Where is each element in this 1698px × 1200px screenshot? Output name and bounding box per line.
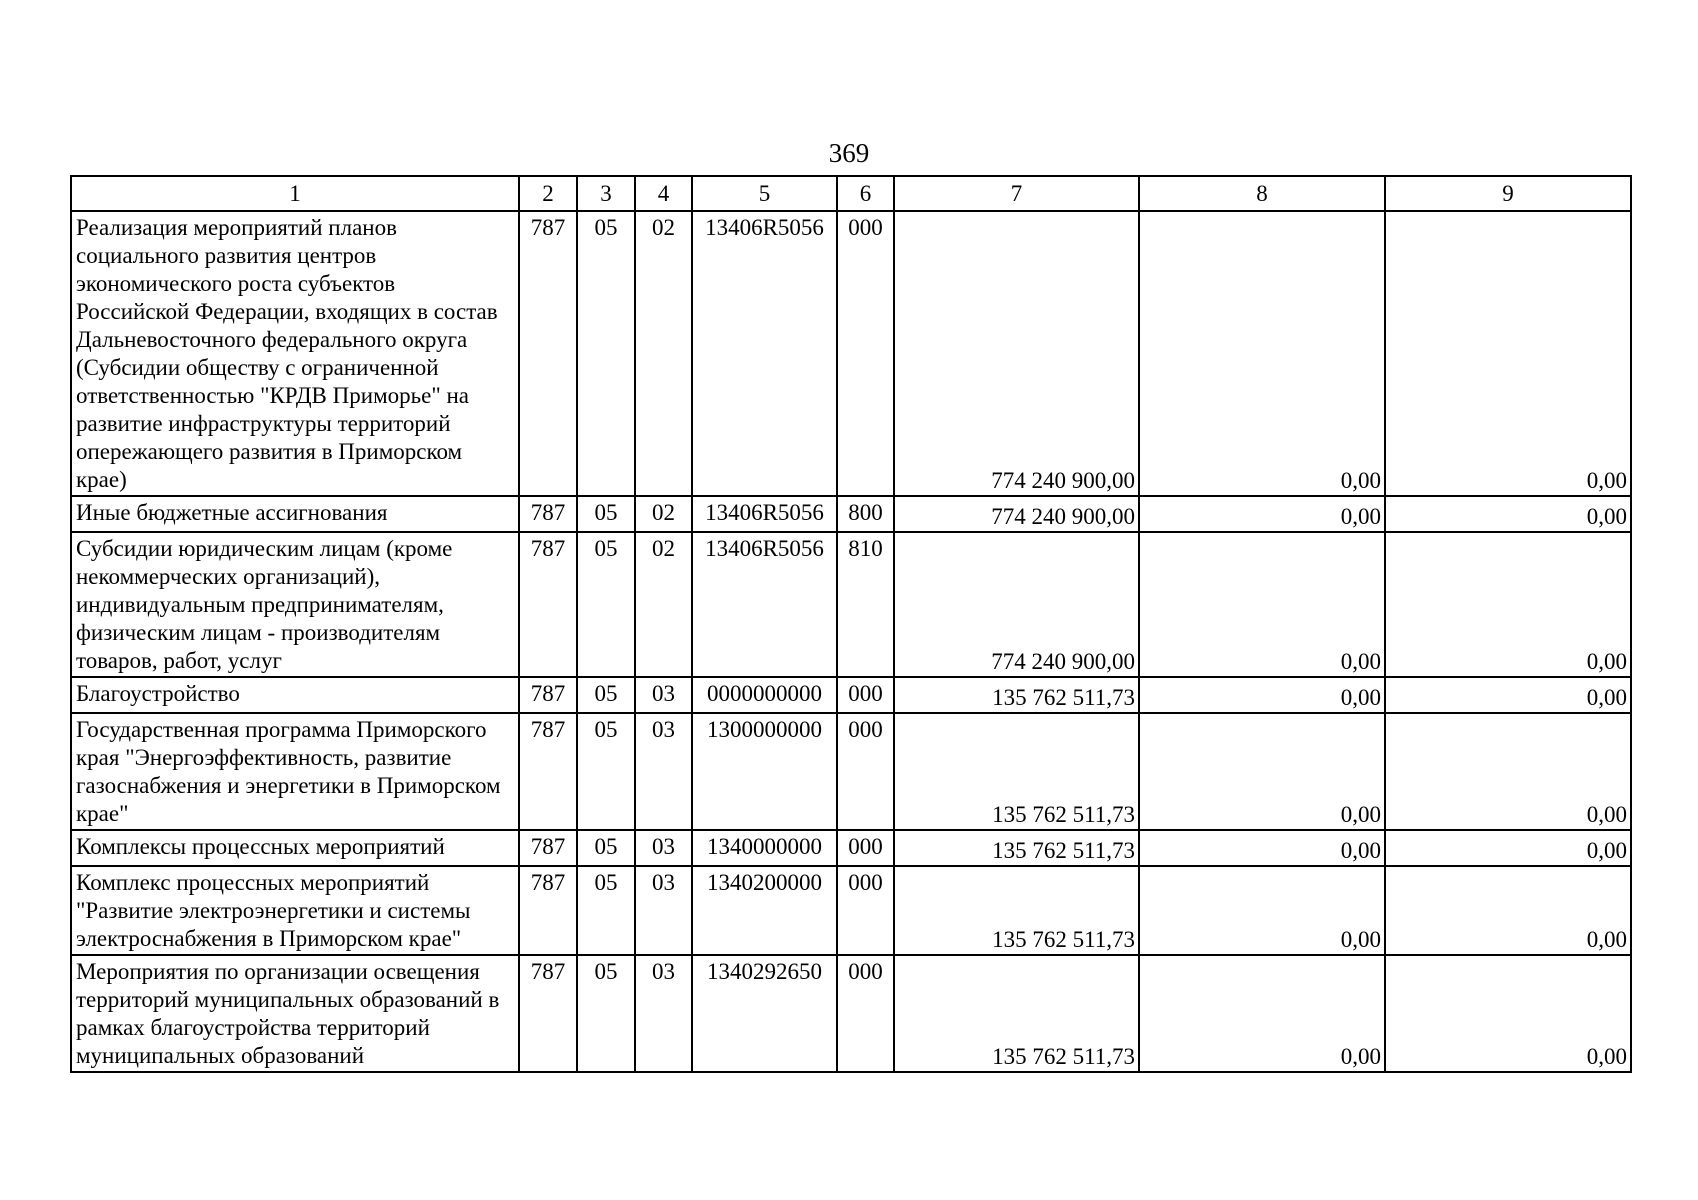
cell-c8: 0,00 bbox=[1139, 866, 1385, 955]
cell-c6: 000 bbox=[837, 677, 894, 713]
row-name: Комплекс процессных мероприятий "Развитие электроэнергетики и системы электроснабжения в Приморском крае" bbox=[71, 866, 519, 955]
cell-c4: 02 bbox=[635, 532, 692, 677]
cell-c9: 0,00 bbox=[1385, 677, 1631, 713]
column-header: 6 bbox=[837, 176, 894, 211]
row-name: Государственная программа Приморского края "Энергоэффективность, развитие газоснабжения и энергетики в Приморском крае" bbox=[71, 713, 519, 830]
table-row bbox=[71, 713, 1631, 830]
cell-c6: 810 bbox=[837, 532, 894, 677]
cell-c2: 787 bbox=[519, 496, 577, 532]
cell-c2: 787 bbox=[519, 713, 577, 830]
cell-c5: 0000000000 bbox=[692, 677, 837, 713]
cell-c9: 0,00 bbox=[1385, 532, 1631, 677]
table-row bbox=[71, 866, 1631, 955]
cell-c9: 0,00 bbox=[1385, 955, 1631, 1072]
cell-c5: 1340200000 bbox=[692, 866, 837, 955]
cell-c7: 135 762 511,73 bbox=[894, 713, 1139, 830]
row-name: Реализация мероприятий планов социального развития центров экономического роста субъектов Российской Федерации, входящих в состав Дальневосточного федерального округа (Субсидии обществу с ограниченной ответственностью "КРДВ Приморье" на развитие инфраструктуры территорий опережающего развития в Приморском крае) bbox=[71, 211, 519, 496]
cell-c3: 05 bbox=[577, 211, 635, 496]
cell-c5: 13406R5056 bbox=[692, 496, 837, 532]
cell-c8: 0,00 bbox=[1139, 677, 1385, 713]
cell-c3: 05 bbox=[577, 496, 635, 532]
column-header: 3 bbox=[577, 176, 635, 211]
column-header: 4 bbox=[635, 176, 692, 211]
column-header: 5 bbox=[692, 176, 837, 211]
cell-c6: 000 bbox=[837, 955, 894, 1072]
cell-c3: 05 bbox=[577, 713, 635, 830]
cell-c4: 03 bbox=[635, 955, 692, 1072]
cell-c6: 000 bbox=[837, 211, 894, 496]
cell-c6: 800 bbox=[837, 496, 894, 532]
header-row bbox=[71, 176, 1631, 211]
cell-c8: 0,00 bbox=[1139, 955, 1385, 1072]
cell-c2: 787 bbox=[519, 677, 577, 713]
cell-c7: 135 762 511,73 bbox=[894, 677, 1139, 713]
cell-c3: 05 bbox=[577, 866, 635, 955]
cell-c9: 0,00 bbox=[1385, 211, 1631, 496]
budget-table bbox=[70, 175, 1632, 1073]
column-header: 8 bbox=[1139, 176, 1385, 211]
table-row bbox=[71, 496, 1631, 532]
column-header: 7 bbox=[894, 176, 1139, 211]
cell-c4: 03 bbox=[635, 830, 692, 866]
table-row bbox=[71, 955, 1631, 1072]
row-name: Субсидии юридическим лицам (кроме некоммерческих организаций), индивидуальным предпринимателям, физическим лицам - производителям товаров, работ, услуг bbox=[71, 532, 519, 677]
cell-c2: 787 bbox=[519, 866, 577, 955]
cell-c4: 03 bbox=[635, 866, 692, 955]
cell-c8: 0,00 bbox=[1139, 830, 1385, 866]
cell-c3: 05 bbox=[577, 532, 635, 677]
column-header: 2 bbox=[519, 176, 577, 211]
cell-c7: 135 762 511,73 bbox=[894, 866, 1139, 955]
cell-c7: 135 762 511,73 bbox=[894, 955, 1139, 1072]
table-row bbox=[71, 532, 1631, 677]
table-row bbox=[71, 211, 1631, 496]
cell-c7: 774 240 900,00 bbox=[894, 532, 1139, 677]
cell-c2: 787 bbox=[519, 211, 577, 496]
column-header: 1 bbox=[71, 176, 519, 211]
cell-c8: 0,00 bbox=[1139, 713, 1385, 830]
cell-c3: 05 bbox=[577, 830, 635, 866]
cell-c3: 05 bbox=[577, 955, 635, 1072]
cell-c2: 787 bbox=[519, 532, 577, 677]
cell-c5: 1300000000 bbox=[692, 713, 837, 830]
cell-c9: 0,00 bbox=[1385, 713, 1631, 830]
row-name: Благоустройство bbox=[71, 677, 519, 713]
table-row bbox=[71, 677, 1631, 713]
page-number: 369 bbox=[828, 138, 870, 168]
cell-c4: 02 bbox=[635, 496, 692, 532]
cell-c7: 774 240 900,00 bbox=[894, 211, 1139, 496]
cell-c5: 1340292650 bbox=[692, 955, 837, 1072]
cell-c4: 03 bbox=[635, 713, 692, 830]
cell-c4: 03 bbox=[635, 677, 692, 713]
cell-c6: 000 bbox=[837, 866, 894, 955]
cell-c9: 0,00 bbox=[1385, 866, 1631, 955]
table-row bbox=[71, 830, 1631, 866]
cell-c2: 787 bbox=[519, 955, 577, 1072]
cell-c6: 000 bbox=[837, 713, 894, 830]
row-name: Иные бюджетные ассигнования bbox=[71, 496, 519, 532]
row-name: Мероприятия по организации освещения территорий муниципальных образований в рамках благоустройства территорий муниципальных образований bbox=[71, 955, 519, 1072]
cell-c5: 1340000000 bbox=[692, 830, 837, 866]
cell-c5: 13406R5056 bbox=[692, 211, 837, 496]
cell-c7: 135 762 511,73 bbox=[894, 830, 1139, 866]
cell-c8: 0,00 bbox=[1139, 496, 1385, 532]
cell-c3: 05 bbox=[577, 677, 635, 713]
row-name: Комплексы процессных мероприятий bbox=[71, 830, 519, 866]
column-header: 9 bbox=[1385, 176, 1631, 211]
cell-c8: 0,00 bbox=[1139, 211, 1385, 496]
cell-c8: 0,00 bbox=[1139, 532, 1385, 677]
cell-c2: 787 bbox=[519, 830, 577, 866]
cell-c9: 0,00 bbox=[1385, 496, 1631, 532]
cell-c9: 0,00 bbox=[1385, 830, 1631, 866]
cell-c5: 13406R5056 bbox=[692, 532, 837, 677]
cell-c6: 000 bbox=[837, 830, 894, 866]
cell-c4: 02 bbox=[635, 211, 692, 496]
cell-c7: 774 240 900,00 bbox=[894, 496, 1139, 532]
